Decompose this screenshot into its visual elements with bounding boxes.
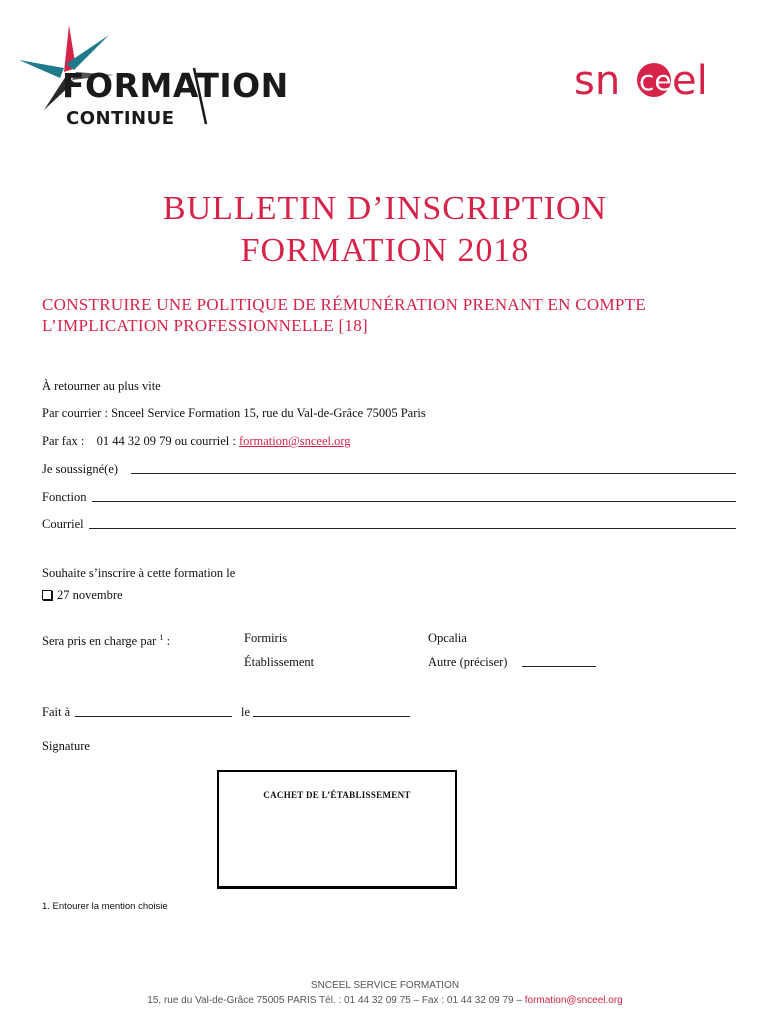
soussigne-field[interactable] — [131, 473, 736, 474]
footer-address: 15, rue du Val-de-Grâce 75005 PARIS Tél. : 01 44 32 09 75 – Fax : 01 44 32 09 79 – — [147, 995, 525, 1006]
checkbox-icon[interactable] — [42, 590, 52, 600]
title-line-1: BULLETIN D’INSCRIPTION — [162, 190, 608, 227]
funding-label — [42, 630, 170, 649]
mail-label: Par courrier : — [42, 406, 112, 420]
mail-line — [42, 405, 426, 421]
funding-label-text: Sera pris en charge par — [42, 634, 157, 649]
funding-option-autre[interactable]: Autre (préciser) — [428, 655, 508, 669]
footer-contact — [0, 994, 770, 1008]
signature-label: Signature — [42, 739, 90, 753]
funding-option-formiris[interactable]: Formiris — [244, 631, 288, 645]
footnote: 1. Entourer la mention choisie — [42, 901, 168, 912]
date-option[interactable] — [42, 587, 123, 603]
fait-a-label: Fait à — [42, 705, 71, 719]
logo-text-el: el — [672, 58, 708, 104]
cachet-label: CACHET DE L’ÉTABLISSEMENT — [263, 790, 411, 800]
autre-field[interactable] — [522, 666, 596, 667]
funding-label-colon: : — [163, 634, 171, 649]
footnote-mark: 1 — [159, 633, 164, 642]
return-heading: À retourner au plus vite — [42, 379, 161, 393]
courriel-label: Courriel — [42, 517, 84, 531]
courriel-field[interactable] — [89, 528, 736, 529]
fait-a-field[interactable] — [75, 716, 232, 717]
footer-org: SNCEEL SERVICE FORMATION — [310, 980, 460, 991]
course-title — [42, 294, 722, 336]
fax-label: Par fax : — [42, 434, 85, 448]
fonction-label: Fonction — [42, 490, 87, 504]
logo-text-continue: CONTINUE — [66, 108, 175, 129]
snceel-logo — [572, 42, 732, 112]
logo-text-ce: ce — [639, 64, 672, 97]
funding-option-opcalia[interactable]: Opcalia — [428, 631, 467, 645]
course-title-line-1: CONSTRUIRE UNE POLITIQUE DE RÉMUNÉRATION PRENANT EN COMPTE — [42, 295, 647, 314]
registration-wish: Souhaite s’inscrire à cette formation le — [42, 566, 236, 580]
mail-address: Snceel Service Formation 15, rue du Val-de-Grâce 75005 Paris — [111, 406, 426, 420]
date-field[interactable] — [253, 716, 410, 717]
funding-option-etablissement[interactable]: Établissement — [244, 655, 315, 669]
page-title — [0, 188, 770, 272]
footer-email[interactable]: formation@snceel.org — [524, 995, 623, 1006]
cachet-box[interactable] — [217, 770, 457, 889]
soussigne-label: Je soussigné(e) — [42, 462, 119, 476]
fax-number: 01 44 32 09 79 ou courriel : — [96, 434, 239, 448]
email-link[interactable]: formation@snceel.org — [238, 434, 351, 448]
date-option-label: 27 novembre — [57, 588, 123, 602]
title-line-2: FORMATION 2018 — [240, 232, 530, 269]
date-label: le — [241, 705, 251, 719]
logo-text-formation: FORMATION — [62, 66, 289, 105]
fonction-field[interactable] — [92, 501, 736, 502]
fax-line — [42, 433, 351, 449]
formation-continue-logo — [14, 20, 289, 130]
course-title-line-2: L’IMPLICATION PROFESSIONNELLE [18] — [42, 316, 368, 335]
logo-text-sn: sn — [574, 58, 621, 104]
